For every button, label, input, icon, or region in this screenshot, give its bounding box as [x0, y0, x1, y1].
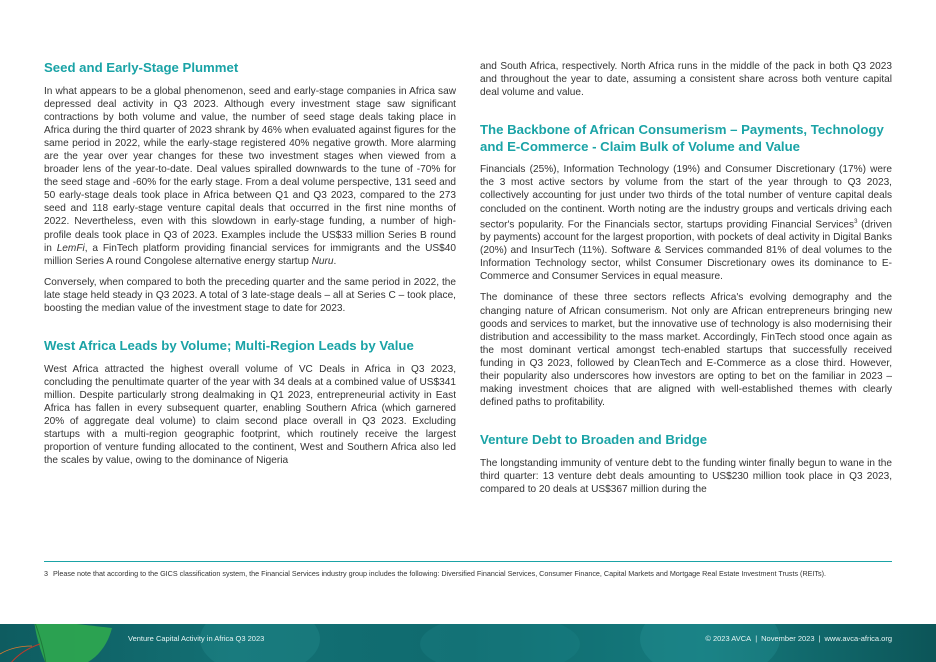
section-heading-venture-debt: Venture Debt to Broaden and Bridge: [480, 432, 708, 448]
decorative-pattern: [640, 624, 780, 662]
footnote: [44, 569, 892, 579]
company-name-lemfi: LemFi: [56, 242, 85, 254]
paragraph-text: Financials (25%), Information Technology (19%) and Consumer Discretionary (17%) were the 3 most active sectors by volume from the start of the year through to Q3 2023, collectively accounting for just under two thirds of the total number of venture capital deals concluded on the continent. Worth noting are the industry groups and verticals driving each sector's popularity. For the Financials sector, startups providing Financial Services: [480, 164, 892, 231]
footer-separator: |: [755, 634, 758, 643]
paragraph-seed-1: [44, 85, 456, 268]
decorative-pattern: [200, 624, 320, 662]
leaf-graphic: [0, 624, 120, 662]
footer-report-title: Venture Capital Activity in Africa Q3 2023: [128, 634, 265, 643]
paragraph-text: In what appears to be a global phenomenon, seed and early-stage companies in Africa saw depressed deal activity in Q3 2023. Although every investment stage saw significant contractions by both volume and value, the number of seed stage deals taking place in Africa during the third quarter of 2023 shrank by 46% when evaluated against figures for the same period in 2022, while the early-stage registered 40% negative growth. More alarming are the year over year changes for these two investment stages when viewed from a broader lens of the year-to-date. Deal values spiralled downwards to the tune of -70% for the seed stage and -60% for the early stage. From a deal volume perspective, 131 seed and 50 early-stage deals took place in Africa between Q1 and Q3 2023, compared to the 273 seed and 118 early-stage venture capital deals that occurred in the first nine months of 2022. Nevertheless, even with this slowdown in early-stage funding, a number of high-profile deals took place in Q3 of 2023. Examples include the US$33 million Series B round in: [44, 85, 456, 254]
page-footer: [0, 624, 936, 662]
paragraph-sectors: [480, 163, 892, 283]
footnote-ref[interactable]: 3: [854, 218, 858, 225]
footer-info: [705, 634, 892, 643]
company-name-nuru: Nuru: [311, 255, 334, 267]
paragraph-continued: and South Africa, respectively. North Africa runs in the middle of the pack in both Q3 2023 and throughout the year to date, assuming a consistent share across both venture capital deal volume and value.: [480, 61, 892, 99]
right-column: [480, 60, 892, 496]
paragraph-text: .: [333, 255, 337, 267]
footer-date: November 2023: [761, 634, 815, 643]
paragraph-seed-2: Conversely, when compared to both the preceding quarter and the same period in 2022, the late stage held steady in Q3 2023. A total of 3 late-stage deals – all at Series C – took place, boosting the median value of the investment stage to date for 2023.: [44, 276, 456, 314]
footnote-divider: [44, 561, 892, 562]
paragraph-west-africa: West Africa attracted the highest overall volume of VC Deals in Africa in Q3 2023, concluding the penultimate quarter of the year with 34 deals at a combined value of US$341 million. Despite particularly strong dealmaking in Q1 2023, entrepreneurial activity in East Africa has fallen in every subsequent quarter, enabling Southern Africa (which garnered 20% of aggregate deal volume) to claim second place overall in Q3 2023. Excluding startups with a multi-region geographic footprint, which routinely receive the largest proportion of venture funding allocated to the continent, West and Southern Africa also led the scales by value, owing to the dominance of Nigeria: [44, 363, 456, 467]
paragraph-text: (driven by payments) account for the largest proportion, with pockets of deal activity in Digital Banks (20%) and InsurTech (11%). Software & Services commanded 81% of deal volumes to the Information Technology sector, whilst Consumer Discretionary owes its dominance to E-Commerce and Consumer Services in equal measure.: [480, 219, 892, 283]
footnote-text: Please note that according to the GICS classification system, the Financial Services industry group includes the following: Diversified Financial Services, Consumer Finance, Capital Markets and Mortgage Real Estate Investment Trusts (REITs).: [53, 569, 826, 578]
section-heading-seed: Seed and Early-Stage Plummet: [44, 60, 239, 75]
section-heading-consumerism: The Backbone of African Consumerism – Payments, Technology and E-Commerce - Claim Bulk of Volume and Value: [480, 122, 884, 154]
paragraph-dominance: The dominance of these three sectors reflects Africa's evolving demography and the changing nature of African consumerism. Not only are African entrepreneurs bringing new goods and services to market, but the innovative use of technology is also modernising their distribution and accessibility to the mass market. Accordingly, FinTech stood once again as the most dominant vertical amongst tech-enabled startups that successfully received funding in Q3 2023, followed by CleanTech and E-Commerce as a close third. However, their popularity also underscores how investors are opting to bet on the familiar in 2023 – making investment choices that are aligned with well-established themes with clearly defined paths to profitability.: [480, 292, 892, 409]
footnote-number: 3: [44, 569, 48, 578]
paragraph-text: , a FinTech platform providing financial services for immigrants and the US$40 million Series A round Congolese alternative energy startup: [44, 242, 456, 267]
decorative-pattern: [420, 624, 580, 662]
paragraph-venture-debt: The longstanding immunity of venture debt to the funding winter finally begun to wane in the third quarter: 13 venture debt deals amounting to US$230 million took place in Q3 2023, compared to 20 deals at US$367 million during the: [480, 457, 892, 496]
footer-separator: |: [818, 634, 821, 643]
footer-website-link[interactable]: www.avca-africa.org: [824, 634, 892, 643]
footer-copyright: © 2023 AVCA: [705, 634, 752, 643]
section-heading-west-africa: West Africa Leads by Volume; Multi-Region Leads by Value: [44, 338, 414, 354]
left-column: [44, 60, 456, 467]
